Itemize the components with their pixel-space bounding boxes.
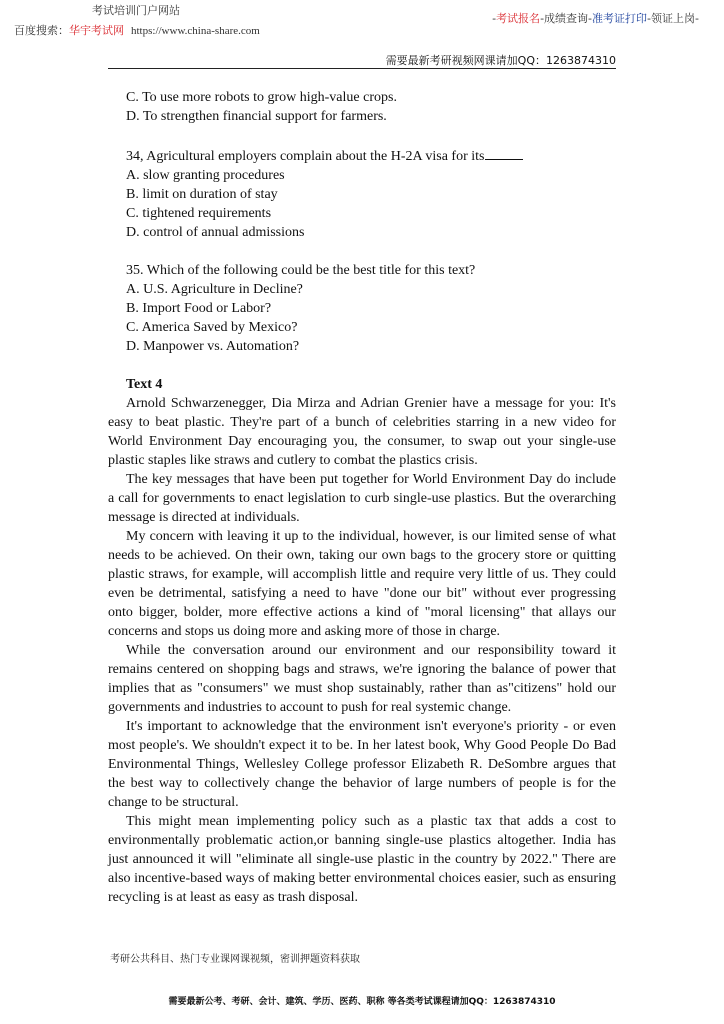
q35-option-b: B. Import Food or Labor? (126, 301, 272, 316)
q35-option-a: A. U.S. Agriculture in Decline? (126, 282, 303, 297)
footer-contact: 需要最新公考、考研、会计、建筑、学历、医药、职称 等各类考试课程请加QQ：1263874310 (168, 997, 556, 1007)
link-admission-ticket[interactable]: 准考证打印 (592, 12, 648, 25)
text-4-paragraph: The key messages that have been put together for World Environment Day do include a call for governments to enact legislation to curb single-use plastics. But the overarching message is directed at individuals. (108, 472, 616, 525)
footer-note: 考研公共科目、热门专业课网课视频，密训押题资料获取 (110, 954, 360, 965)
top-banner (0, 0, 724, 40)
text-4-paragraph: Arnold Schwarzenegger, Dia Mirza and Adrian Grenier have a message for you: It's easy to beat plastic. They're part of a bunch of celebrities starring in a new video for World Environment Day encouraging you, the consumer, to swap out your single-use plastic staples like straws and cutlery to combat the plastics crisis. (108, 396, 616, 468)
q34-option-a: A. slow granting procedures (126, 168, 285, 183)
page-content (108, 88, 616, 907)
option-c-q33: C. To use more robots to grow high-value crops. (126, 90, 397, 105)
q34-option-b: B. limit on duration of stay (126, 187, 278, 202)
question-35-stem: 35. Which of the following could be the best title for this text? (126, 263, 476, 278)
site-title: 考试培训门户网站 (92, 4, 180, 17)
q35-option-c: C. America Saved by Mexico? (126, 320, 298, 335)
text-4-paragraph: My concern with leaving it up to the individual, however, is our limited sense of what needs to be achieved. On their own, taking our own bags to the grocery store or quitting plastic straws, for example, will accomplish little and require very little of us. They could even be detrimental, satisfying a need to have "done our bit" without ever progressing onto bigger, bolder, more effective actions a kind of "moral licensing" that allays our concerns and stops us doing more and asking more of those in charge. (108, 529, 616, 639)
brand-link[interactable]: 华宇考试网 (69, 24, 124, 37)
text-4-paragraph: While the conversation around our environment and our responsibility toward it remains centered on shopping bags and straws, we're ignoring the balance of power that implies that as "consumers" we must shop sustainably, rather than as"citizens" hold our governments and industries to account to push for real systemic change. (108, 643, 616, 715)
text-4-title: Text 4 (126, 377, 163, 392)
search-hint (14, 22, 260, 38)
search-prefix: 百度搜索： (14, 24, 69, 37)
link-certification[interactable]: 领证上岗 (651, 12, 696, 25)
text-4-paragraph: It's important to acknowledge that the environment isn't everyone's priority - or even most people's. We shouldn't expect it to be. In her latest book, Why Good People Do Bad Environmental Things, Wellesley College professor Elizabeth R. DeSombre argues that the best way to collectively change the behavior of large numbers of people is for the change to be structural. (108, 719, 616, 810)
option-d-q33: D. To strengthen financial support for farmers. (126, 109, 387, 124)
question-34 (108, 145, 616, 166)
site-url-link[interactable]: https://www.china-share.com (131, 25, 260, 37)
answer-blank (485, 145, 523, 160)
text-4-paragraph: This might mean implementing policy such as a plastic tax that adds a cost to environmentally problematic action,or banning single-use plastics altogether. India has just announced it will "eliminate all single-use plastic in the country by 2022." There are also incentive-based ways of making better environmental choices easier, such as ensuring recycling is at least as easy as trash disposal. (108, 814, 616, 905)
link-score-query[interactable]: 成绩查询 (544, 12, 589, 25)
header-divider (108, 68, 616, 69)
q35-option-d: D. Manpower vs. Automation? (126, 339, 300, 354)
header-note: 需要最新考研视频网课请加QQ：1263874310 (385, 54, 616, 67)
q34-option-c: C. tightened requirements (126, 206, 272, 221)
question-34-stem: 34, Agricultural employers complain about the H-2A visa for its (126, 149, 485, 164)
link-exam-registration[interactable]: 考试报名 (496, 12, 541, 25)
q34-option-d: D. control of annual admissions (126, 225, 305, 240)
quick-links: -考试报名-成绩查询-准考证打印-领证上岗- (492, 12, 699, 25)
